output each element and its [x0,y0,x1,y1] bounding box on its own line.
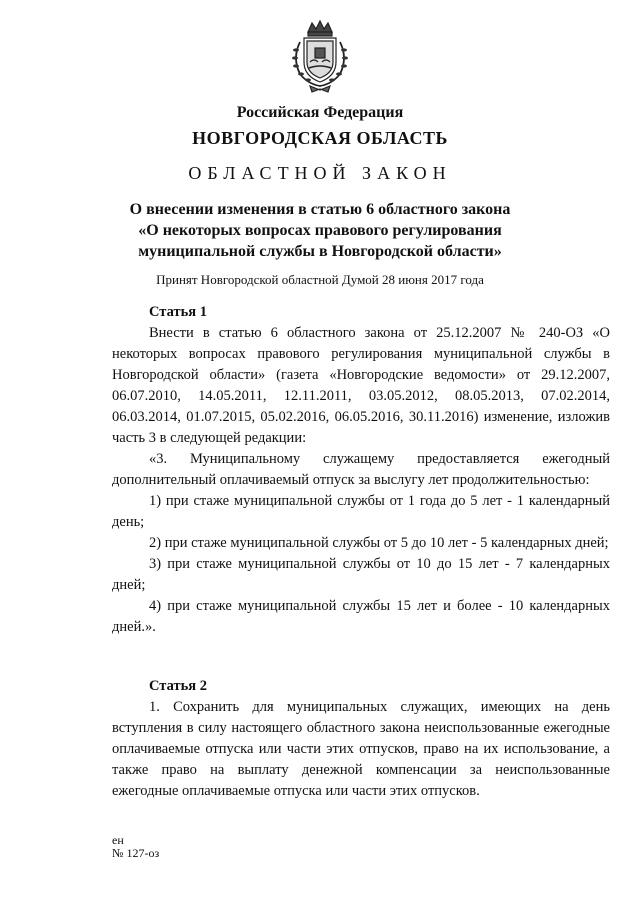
region-heading: НОВГОРОДСКАЯ ОБЛАСТЬ [192,128,448,148]
article-2 [112,676,610,802]
adoption-note: Принят Новгородской областной Думой 28 июня 2017 года [156,272,484,287]
article-1-intro: Внести в статью 6 областного закона от 25.12.2007 № 240-ОЗ «О некоторых вопросах правового регулирования муниципальной службы в Новгородской области» (газета «Новгородские ведомости» от 29.12.2007, 06.07.2010, 14.05.2011, 12.11.2011, 03.05.2012, 08.05.2013, 07.02.2014, 06.03.2014, 01.07.2015, 05.02.2016, 06.05.2016, 30.11.2016) изменение, изложив часть 3 в следующей редакции: [112,325,610,446]
executor-initials: ен [112,833,124,847]
article-2-heading: Статья 2 [149,678,207,694]
law-title-line: «О некоторых вопросах правового регулирования [138,222,502,239]
list-item: 2) при стаже муниципальной службы от 5 до 10 лет - 5 календарных дней; [149,535,609,551]
country-heading: Российская Федерация [236,104,404,121]
article-1 [112,302,610,638]
law-type-heading: ОБЛАСТНОЙ ЗАКОН [188,163,452,183]
list-item: 1) при стаже муниципальной службы от 1 года до 5 лет - 1 календарный день; [112,493,610,530]
law-number: № 127-оз [112,846,160,860]
document-footer [112,834,159,860]
coat-of-arms-icon [284,18,356,94]
article-2-text: 1. Сохранить для муниципальных служащих, имеющих на день вступления в силу настоящего областного закона неиспользованные ежегодные оплачиваемые отпуска или части этих отпусков, право на их использование, а также право на выплату денежной компенсации за неиспользованные ежегодные оплачиваемые отпуска или части этих отпусков. [112,699,610,799]
law-title-line: О внесении изменения в статью 6 областного закона [129,201,511,218]
list-item: 4) при стаже муниципальной службы 15 лет и более - 10 календарных дней.». [112,598,610,635]
law-title [0,199,640,262]
list-item: 3) при стаже муниципальной службы от 10 до 15 лет - 7 календарных дней; [112,556,610,593]
article-1-quote: «3. Муниципальному служащему предоставляется ежегодный дополнительный оплачиваемый отпуск за выслугу лет продолжительностью: [112,451,610,488]
law-title-line: муниципальной службы в Новгородской области» [138,243,502,260]
article-1-heading: Статья 1 [149,304,207,320]
